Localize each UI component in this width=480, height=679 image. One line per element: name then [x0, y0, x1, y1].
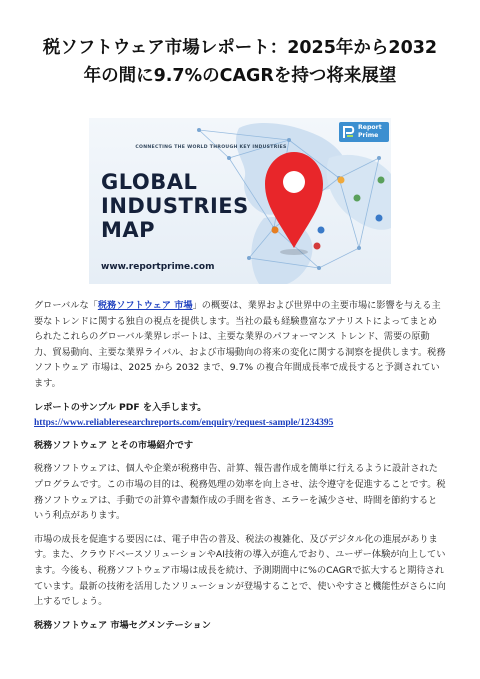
logo-line1: Report: [358, 124, 382, 131]
logo-text: [358, 124, 382, 140]
banner-heading-line3: MAP: [101, 218, 156, 242]
banner-heading-line1: GLOBAL: [101, 170, 198, 194]
banner-url: www.reportprime.com: [101, 262, 215, 272]
market-keyword-link[interactable]: 税務ソフトウェア 市場: [97, 300, 193, 311]
banner-tagline: CONNECTING THE WORLD THROUGH KEY INDUSTRIES: [135, 145, 287, 150]
page-title-line1: 税ソフトウェア市場レポート：2025年から2032: [42, 38, 438, 58]
section-paragraph-1: 税務ソフトウェアは、個人や企業が税務申告、計算、報告書作成を簡単に行えるように設計されたプログラムです。この市場の目的は、税務処理の効率を向上させ、法令遵守を促進することです。税務ソフトウェアは、手動での計算や書類作成の手間を省き、エラーを減少させ、時間を節約するという利点があります。: [34, 463, 446, 522]
section-paragraph-2: 市場の成長を促進する要因には、電子申告の普及、税法の複雑化、及びデジタル化の進展があります。また、クラウドベースソリューションやAI技術の導入が進んでおり、ユーザー体験が向上しています。今後も、税務ソフトウェア市場は成長を続け、予測期間中に%のCAGRで拡大すると期待されています。最新の技術を活用したソリューションが登場することで、使いやすさと機能性がさらに向上するでしょう。: [34, 533, 446, 608]
logo-line2: Prime: [358, 132, 379, 139]
intro-before: グローバルな「: [34, 300, 98, 311]
article-body: [34, 298, 446, 641]
sample-request-link[interactable]: https://www.reliableresearchreports.com/enquiry/request-sample/1234395: [34, 418, 334, 429]
section-title-intro: 税務ソフトウェア とその市場紹介です: [34, 439, 194, 451]
intro-after: 」の概要は、業界および世界中の主要市場に影響を与える主要なトレンドに関する独自の視点を提供します。当社の最も経験豊富なアナリストによってまとめられたこれらのグローバル業界レポートは、主要な業界のパフォーマンス トレンド、需要の原動力、貿易動向、主要な業界ライバル、および市場動向の将来の変化に関する洞察を提供します。税務ソフトウェア 市場は、2025 から 2032 まで、9.7% の複合年間成長率で成長すると予測されています。: [34, 300, 446, 389]
logo-mark-icon: [341, 124, 357, 140]
banner-heading-line2: INDUSTRIES: [101, 194, 249, 218]
report-prime-logo: [339, 122, 389, 142]
banner-image: [89, 118, 391, 284]
page-title: [20, 34, 460, 90]
page-title-line2: 年の間に9.7%のCAGRを持つ将来展望: [83, 66, 397, 86]
intro-paragraph: [34, 298, 446, 392]
section-title-segmentation: 税務ソフトウェア 市場セグメンテーション: [34, 619, 211, 631]
sample-heading: レポートのサンプル PDF を入手します。: [34, 401, 207, 413]
